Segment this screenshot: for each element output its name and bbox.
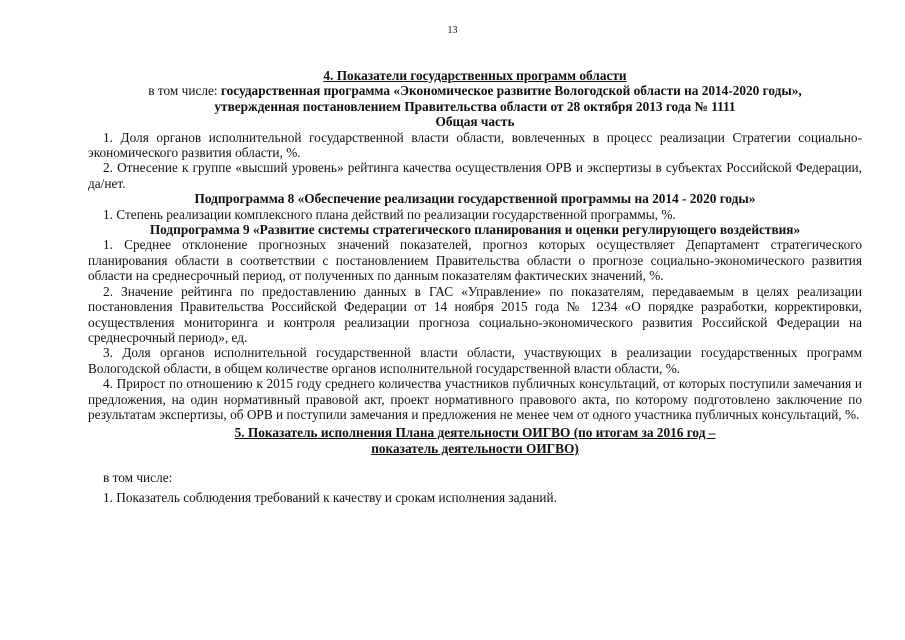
section-5-title-line-1: 5. Показатель исполнения Плана деятельности ОИГВО (по итогам за 2016 год – — [234, 425, 716, 441]
program-approved: утвержденная постановлением Правительства области от 28 октября 2013 года № 1111 — [214, 98, 736, 114]
program-name: государственная программа «Экономическое развитие Вологодской области на 2014-2020 годы», — [220, 83, 802, 99]
sub9-item-1: 1. Среднее отклонение прогнозных значений показателей, прогноз которых осуществляет Департамент стратегического планирования области в соответствии с постановлением Правительства области о прогнозе социально-экономического развития области на среднесрочный период, от полученных по данным показателям фактических значений, %. — [88, 237, 862, 284]
general-item-2: 2. Отнесение к группе «высший уровень» рейтинга качества осуществления ОРВ и экспертизы в субъектах Российской Федерации, да/нет. — [88, 160, 862, 191]
general-part-heading: Общая часть — [435, 114, 515, 130]
section-5-title-line-2: показатель деятельности ОИГВО) — [371, 440, 579, 456]
subprogram-8-heading: Подпрограмма 8 «Обеспечение реализации государственной программы на 2014 - 2020 годы» — [194, 191, 756, 207]
page-number: 13 — [447, 25, 458, 36]
section-4-title: 4. Показатели государственных программ области — [323, 68, 627, 83]
sub9-item-3: 3. Доля органов исполнительной государственной власти области, участвующих в реализации государственных программ Вологодской области, в общем количестве органов исполнительной государственной власти области, %. — [88, 345, 862, 376]
section-5-intro: в том числе: — [103, 470, 173, 486]
program-prefix: в том числе: — [148, 83, 221, 99]
sub8-item-1: 1. Степень реализации комплексного плана действий по реализации государственной программы, %. — [103, 206, 676, 222]
general-item-1: 1. Доля органов исполнительной государственной власти области, вовлеченных в процесс реализации Стратегии социально-экономического развития области, %. — [88, 129, 862, 161]
subprogram-9-heading: Подпрограмма 9 «Развитие системы стратегического планирования и оценки регулирующего воздействия» — [149, 222, 801, 238]
document-body — [88, 68, 862, 505]
program-title — [88, 83, 862, 98]
section-5-item-1: 1. Показатель соблюдения требований к качеству и срокам исполнения заданий. — [103, 489, 557, 505]
sub9-item-4: 4. Прирост по отношению к 2015 году среднего количества участников публичных консультаций, от которых поступили замечания и предложения, на один нормативный правовой акт, проект нормативного правового акта, по которому подготовлено заключение по результатам экспертизы, об ОРВ и поступили замечания и предложения не менее чем от одного участника публичных консультаций, %. — [88, 376, 862, 422]
sub9-item-2: 2. Значение рейтинга по предоставлению данных в ГАС «Управление» по показателям, передаваемым в целях реализации постановления Правительства Российской Федерации от 14 ноября 2015 года № 1234 «О порядке разработки, корректировки, осуществления мониторинга и контроля реализации прогноза социально-экономического развития Российской Федерации на среднесрочный период», ед. — [88, 283, 862, 345]
